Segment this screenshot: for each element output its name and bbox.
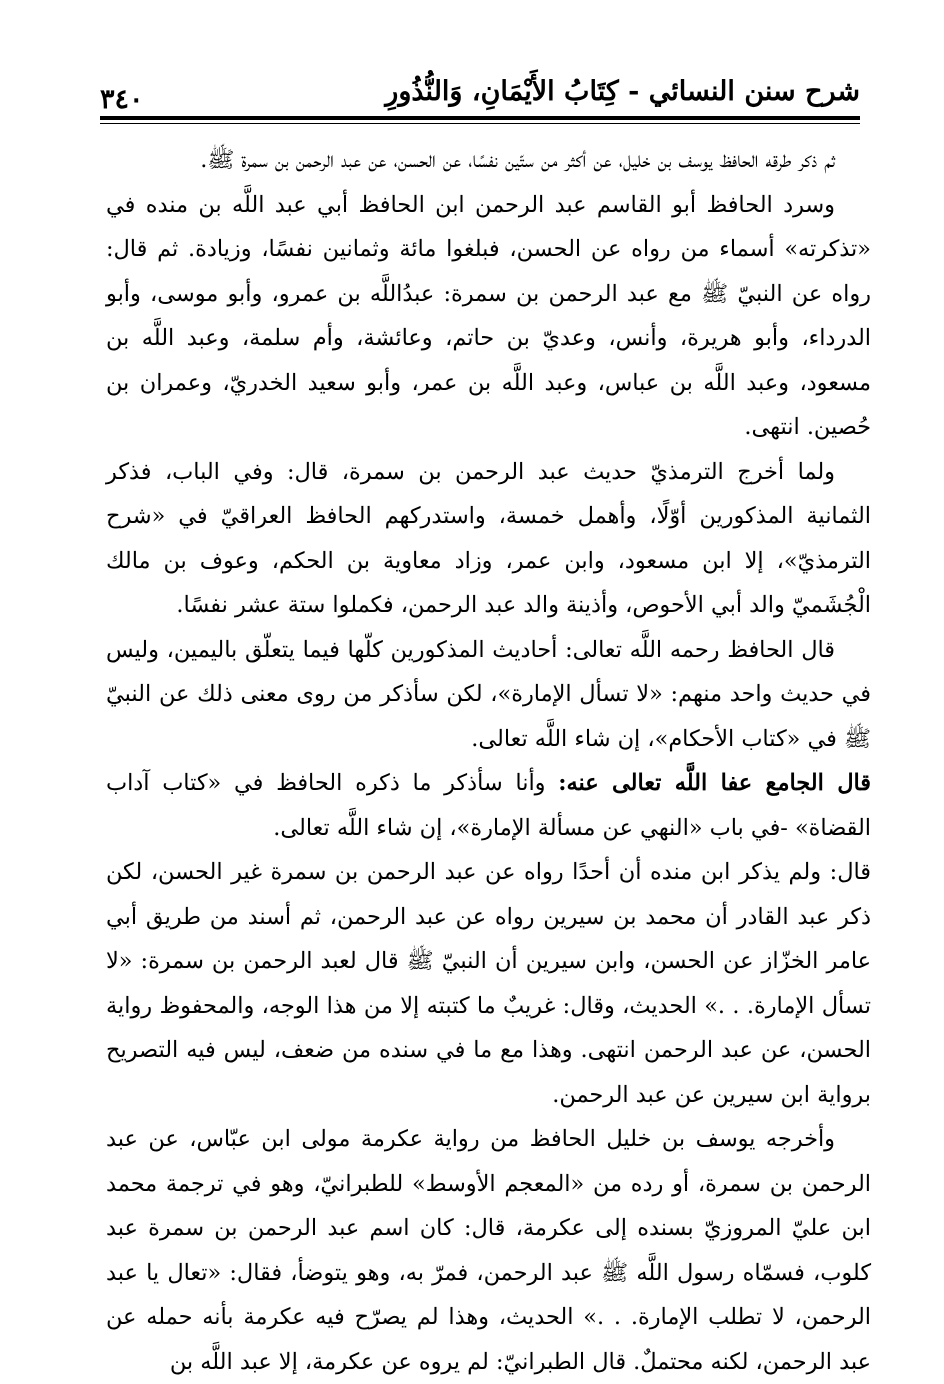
paragraph: قال: ولم يذكر ابن منده أن أحدًا رواه عن عبد الرحمن بن سمرة غير الحسن، لكن ذكر عبد القادر أن محمد بن سيرين رواه عن عبد الرحمن، ثم أسند من طريق أبي عامر الخزّاز عن الحسن، وابن سيرين أن النبيّ ﷺ قال لعبد الرحمن بن سمرة: «لا تسأل الإمارة. . .» الحديث، وقال: غريبٌ ما كتبته إلا من هذا الوجه، والمحفوظ رواية الحسن، عن عبد الرحمن انتهى. وهذا مع ما في سنده من ضعف، ليس فيه التصريح برواية ابن سيرين عن عبد الرحمن. <box>106 859 871 1108</box>
page-body <box>106 138 871 1384</box>
paragraph: ولما أخرج الترمذيّ حديث عبد الرحمن بن سمرة، قال: وفي الباب، فذكر الثمانية المذكورين أوّلًا، وأهمل خمسة، واستدركهم الحافظ العراقيّ في «شرح الترمذيّ»، إلا ابن مسعود، وابن عمر، وزاد معاوية بن الحكم، وعوف بن مالك الْجُشَميّ والد أبي الأحوص، وأذينة والد عبد الرحمن، فكملوا ستة عشر نفسًا. <box>106 458 871 618</box>
running-title: شرح سنن النسائي - كِتَابُ الأَيْمَانِ، وَالنُّذُورِ <box>385 76 860 107</box>
paragraph: ثم ذكر طرقه الحافظ يوسف بن خليل، عن أكثر من ستّين نفسًا، عن الحسن، عن عبد الرحمن بن سمرة ﷺ. <box>200 147 835 173</box>
jami-note-lead: قال الجامع عفا اللَّه تعالى عنه: <box>558 770 871 796</box>
paragraph: وأخرجه يوسف بن خليل الحافظ من رواية عكرمة مولى ابن عبّاس، عن عبد الرحمن بن سمرة، أو رده من «المعجم الأوسط» للطبرانيّ، وهو في ترجمة محمد ابن عليّ المروزيّ بسنده إلى عكرمة، قال: كان اسم عبد الرحمن بن سمرة عبد كلوب، فسمّاه رسول اللَّه ﷺ عبد الرحمن، فمرّ به، وهو يتوضأ، فقال: «تعال يا عبد الرحمن، لا تطلب الإمارة. . .» الحديث، وهذا لم يصرّح فيه عكرمة بأنه حمله عن عبد الرحمن، لكنه محتملٌ. قال الطبرانيّ: لم يروه عن عكرمة، إلا عبد اللَّه بن <box>106 1126 871 1375</box>
page-header <box>100 62 860 124</box>
paragraph: وسرد الحافظ أبو القاسم عبد الرحمن ابن الحافظ أبي عبد اللَّه بن منده في «تذكرته» أسماء من رواه عن الحسن، فبلغوا مائة وثمانين نفسًا، وزيادة. ثم قال: رواه عن النبيّ ﷺ مع عبد الرحمن بن سمرة: عبدُاللَّه بن عمرو، وأبو موسى، وأبو الدرداء، وأبو هريرة، وأنس، وعديّ بن حاتم، وعائشة، وأم سلمة، وعبد اللَّه بن مسعود، وعبد اللَّه بن عباس، وعبد اللَّه بن عمر، وأبو سعيد الخدريّ، وعمران بن حُصين. انتهى. <box>106 191 871 440</box>
paragraph: قال الجامع عفا اللَّه تعالى عنه: وأنا سأذكر ما ذكره الحافظ في «كتاب آداب القضاة» -في باب «النهي عن مسألة الإمارة»، إن شاء اللَّه تعالى. <box>106 770 871 841</box>
header-rule-thin <box>100 123 860 124</box>
page-number: ٣٤٠ <box>100 84 144 115</box>
header-rule-thick <box>100 116 860 120</box>
paragraph: قال الحافظ رحمه اللَّه تعالى: أحاديث المذكورين كلّها فيما يتعلّق باليمين، وليس في حديث واحد منهم: «لا تسأل الإمارة»، لكن سأذكر من روى معنى ذلك عن النبيّ ﷺ في «كتاب الأحكام»، إن شاء اللَّه تعالى. <box>106 636 871 752</box>
